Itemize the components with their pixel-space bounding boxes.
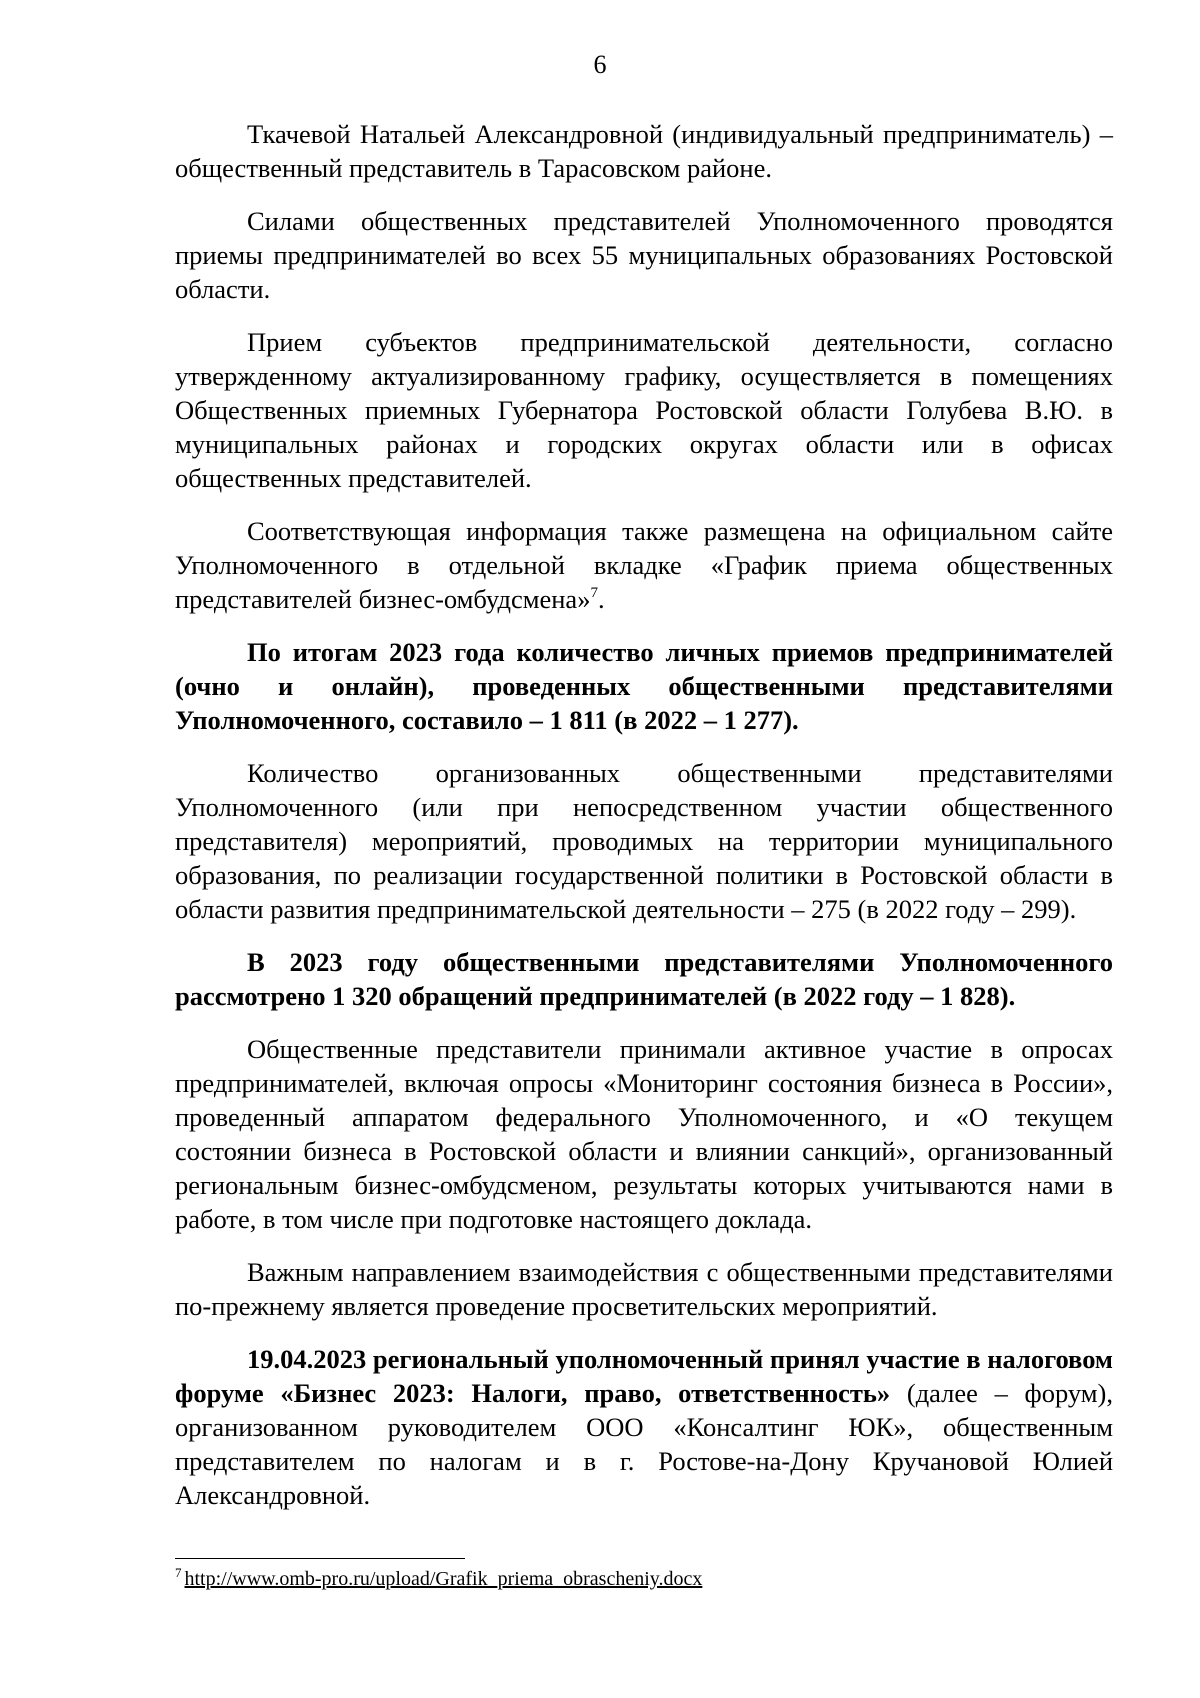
paragraph-website-info [175,514,1113,616]
paragraph-tax-forum [175,1342,1113,1512]
paragraph-appeals-2023-highlight: В 2023 году общественными представителями Уполномоченного рассмотрено 1 320 обращений предпринимателей (в 2022 году – 1 828). [175,947,1113,1011]
footnote-separator [175,1558,465,1559]
paragraph-website-info-text: Соответствующая информация также размещена на официальном сайте Уполномоченного в отдельной вкладке «График приема общественных представителей бизнес-омбудсмена» [175,516,1113,614]
footnote [175,1566,702,1592]
document-body [175,117,1113,1512]
paragraph-receptions-all-municipalities: Силами общественных представителей Уполномоченного проводятся приемы предпринимателей во всех 55 муниципальных образованиях Ростовской области. [175,206,1113,304]
paragraph-receptions-2023-highlight: По итогам 2023 года количество личных приемов предпринимателей (очно и онлайн), проведенных общественными представителями Уполномоченного, составило – 1 811 (в 2022 – 1 277). [175,637,1113,735]
footnote-number: 7 [175,1565,182,1580]
paragraph-tax-forum-text: (далее – форум), организованном руководителем ООО «Консалтинг ЮК», общественным представителем по налогам и в г. Ростове-на-Дону Кручановой Юлией Александровной. [175,1378,1113,1510]
paragraph-tax-forum-bold: 19.04.2023 региональный уполномоченный принял участие в налоговом форуме «Бизнес 2023: Налоги, право, ответственность» [175,1344,1113,1408]
paragraph-website-info-tail: . [597,584,605,614]
paragraph-tkacheva: Ткачевой Натальей Александровной (индивидуальный предприниматель) – общественный представитель в Тарасовском районе. [175,119,1113,183]
paragraph-reception-schedule: Прием субъектов предпринимательской деятельности, согласно утвержденному актуализированному графику, осуществляется в помещениях Общественных приемных Губернатора Ростовской области Голубева В.Ю. в муниципальных районах и городских округах области или в офисах общественных представителей. [175,327,1113,493]
paragraph-surveys: Общественные представители принимали активное участие в опросах предпринимателей, включая опросы «Мониторинг состояния бизнеса в России», проведенный аппаратом федерального Уполномоченного, и «О текущем состоянии бизнеса в Ростовской области и влиянии санкций», организованный региональным бизнес-омбудсменом, результаты которых учитываются нами в работе, в том числе при подготовке настоящего доклада. [175,1034,1113,1234]
page-number: 6 [593,50,607,79]
paragraph-events-count: Количество организованных общественными представителями Уполномоченного (или при непосредственном участии общественного представителя) мероприятий, проводимых на территории муниципального образования, по реализации государственной политики в Ростовской области в области развития предпринимательской деятельности – 275 (в 2022 году – 299). [175,758,1113,924]
footnote-link[interactable]: http://www.omb-pro.ru/upload/Grafik_priema_obrascheniy.docx [184,1568,703,1590]
paragraph-educational-events: Важным направлением взаимодействия с общественными представителями по-прежнему является проведение просветительских мероприятий. [175,1257,1113,1321]
footnote-reference[interactable]: 7 [590,585,598,601]
